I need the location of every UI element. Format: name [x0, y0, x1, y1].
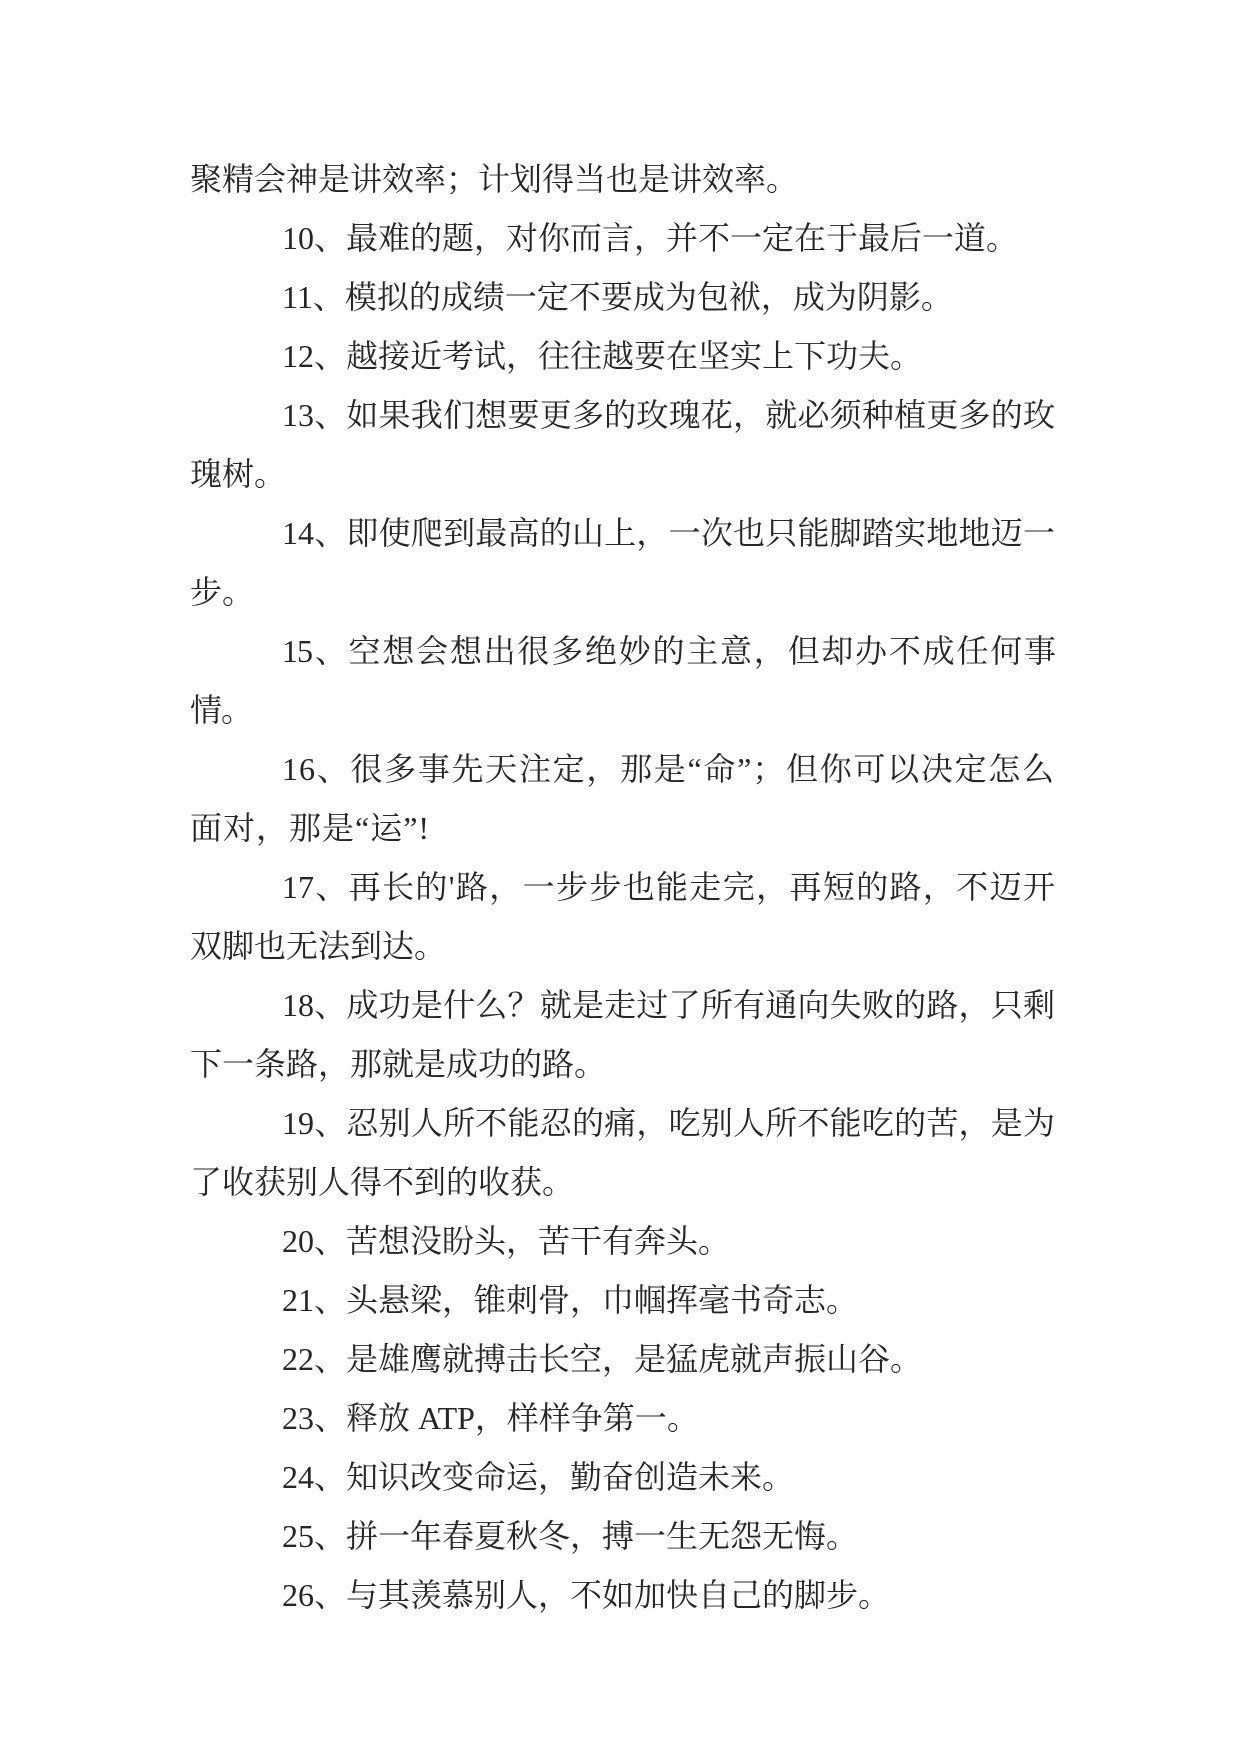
list-item: 24、知识改变命运，勤奋创造未来。 [282, 1459, 795, 1495]
list-item: 25、拼一年春夏秋冬，搏一生无怨无悔。 [282, 1518, 859, 1554]
list-item: 20、苦想没盼头，苦干有奔头。 [282, 1223, 731, 1259]
list-item: 16、很多事先天注定，那是“命”；但你可以决定怎么面对，那是“运”! [190, 751, 1055, 846]
list-item: 12、越接近考试，往往越要在坚实上下功夫。 [282, 338, 923, 374]
list-item: 23、释放 ATP，样样争第一。 [282, 1400, 699, 1436]
list-item: 17、再长的'路，一步步也能走完，再短的路，不迈开双脚也无法到达。 [190, 869, 1055, 964]
list-item: 26、与其羡慕别人，不如加快自己的脚步。 [282, 1577, 891, 1613]
quote-list [190, 209, 1055, 1625]
list-item: 13、如果我们想要更多的玫瑰花，就必须种植更多的玫瑰树。 [190, 397, 1055, 492]
intro-paragraph: 聚精会神是讲效率；计划得当也是讲效率。 [190, 161, 799, 197]
list-item: 10、最难的题，对你而言，并不一定在于最后一道。 [282, 220, 1019, 256]
list-item: 14、即使爬到最高的山上，一次也只能脚踏实地地迈一步。 [190, 515, 1055, 610]
list-item: 21、头悬梁，锥刺骨，巾帼挥毫书奇志。 [282, 1282, 859, 1318]
list-item: 22、是雄鹰就搏击长空，是猛虎就声振山谷。 [282, 1341, 923, 1377]
list-item: 11、模拟的成绩一定不要成为包袱，成为阴影。 [282, 279, 953, 315]
list-item: 19、忍别人所不能忍的痛，吃别人所不能吃的苦，是为了收获别人得不到的收获。 [190, 1105, 1055, 1200]
list-item: 18、成功是什么？就是走过了所有通向失败的路，只剩下一条路，那就是成功的路。 [190, 987, 1055, 1082]
list-item: 15、空想会想出很多绝妙的主意，但却办不成任何事情。 [190, 633, 1055, 728]
